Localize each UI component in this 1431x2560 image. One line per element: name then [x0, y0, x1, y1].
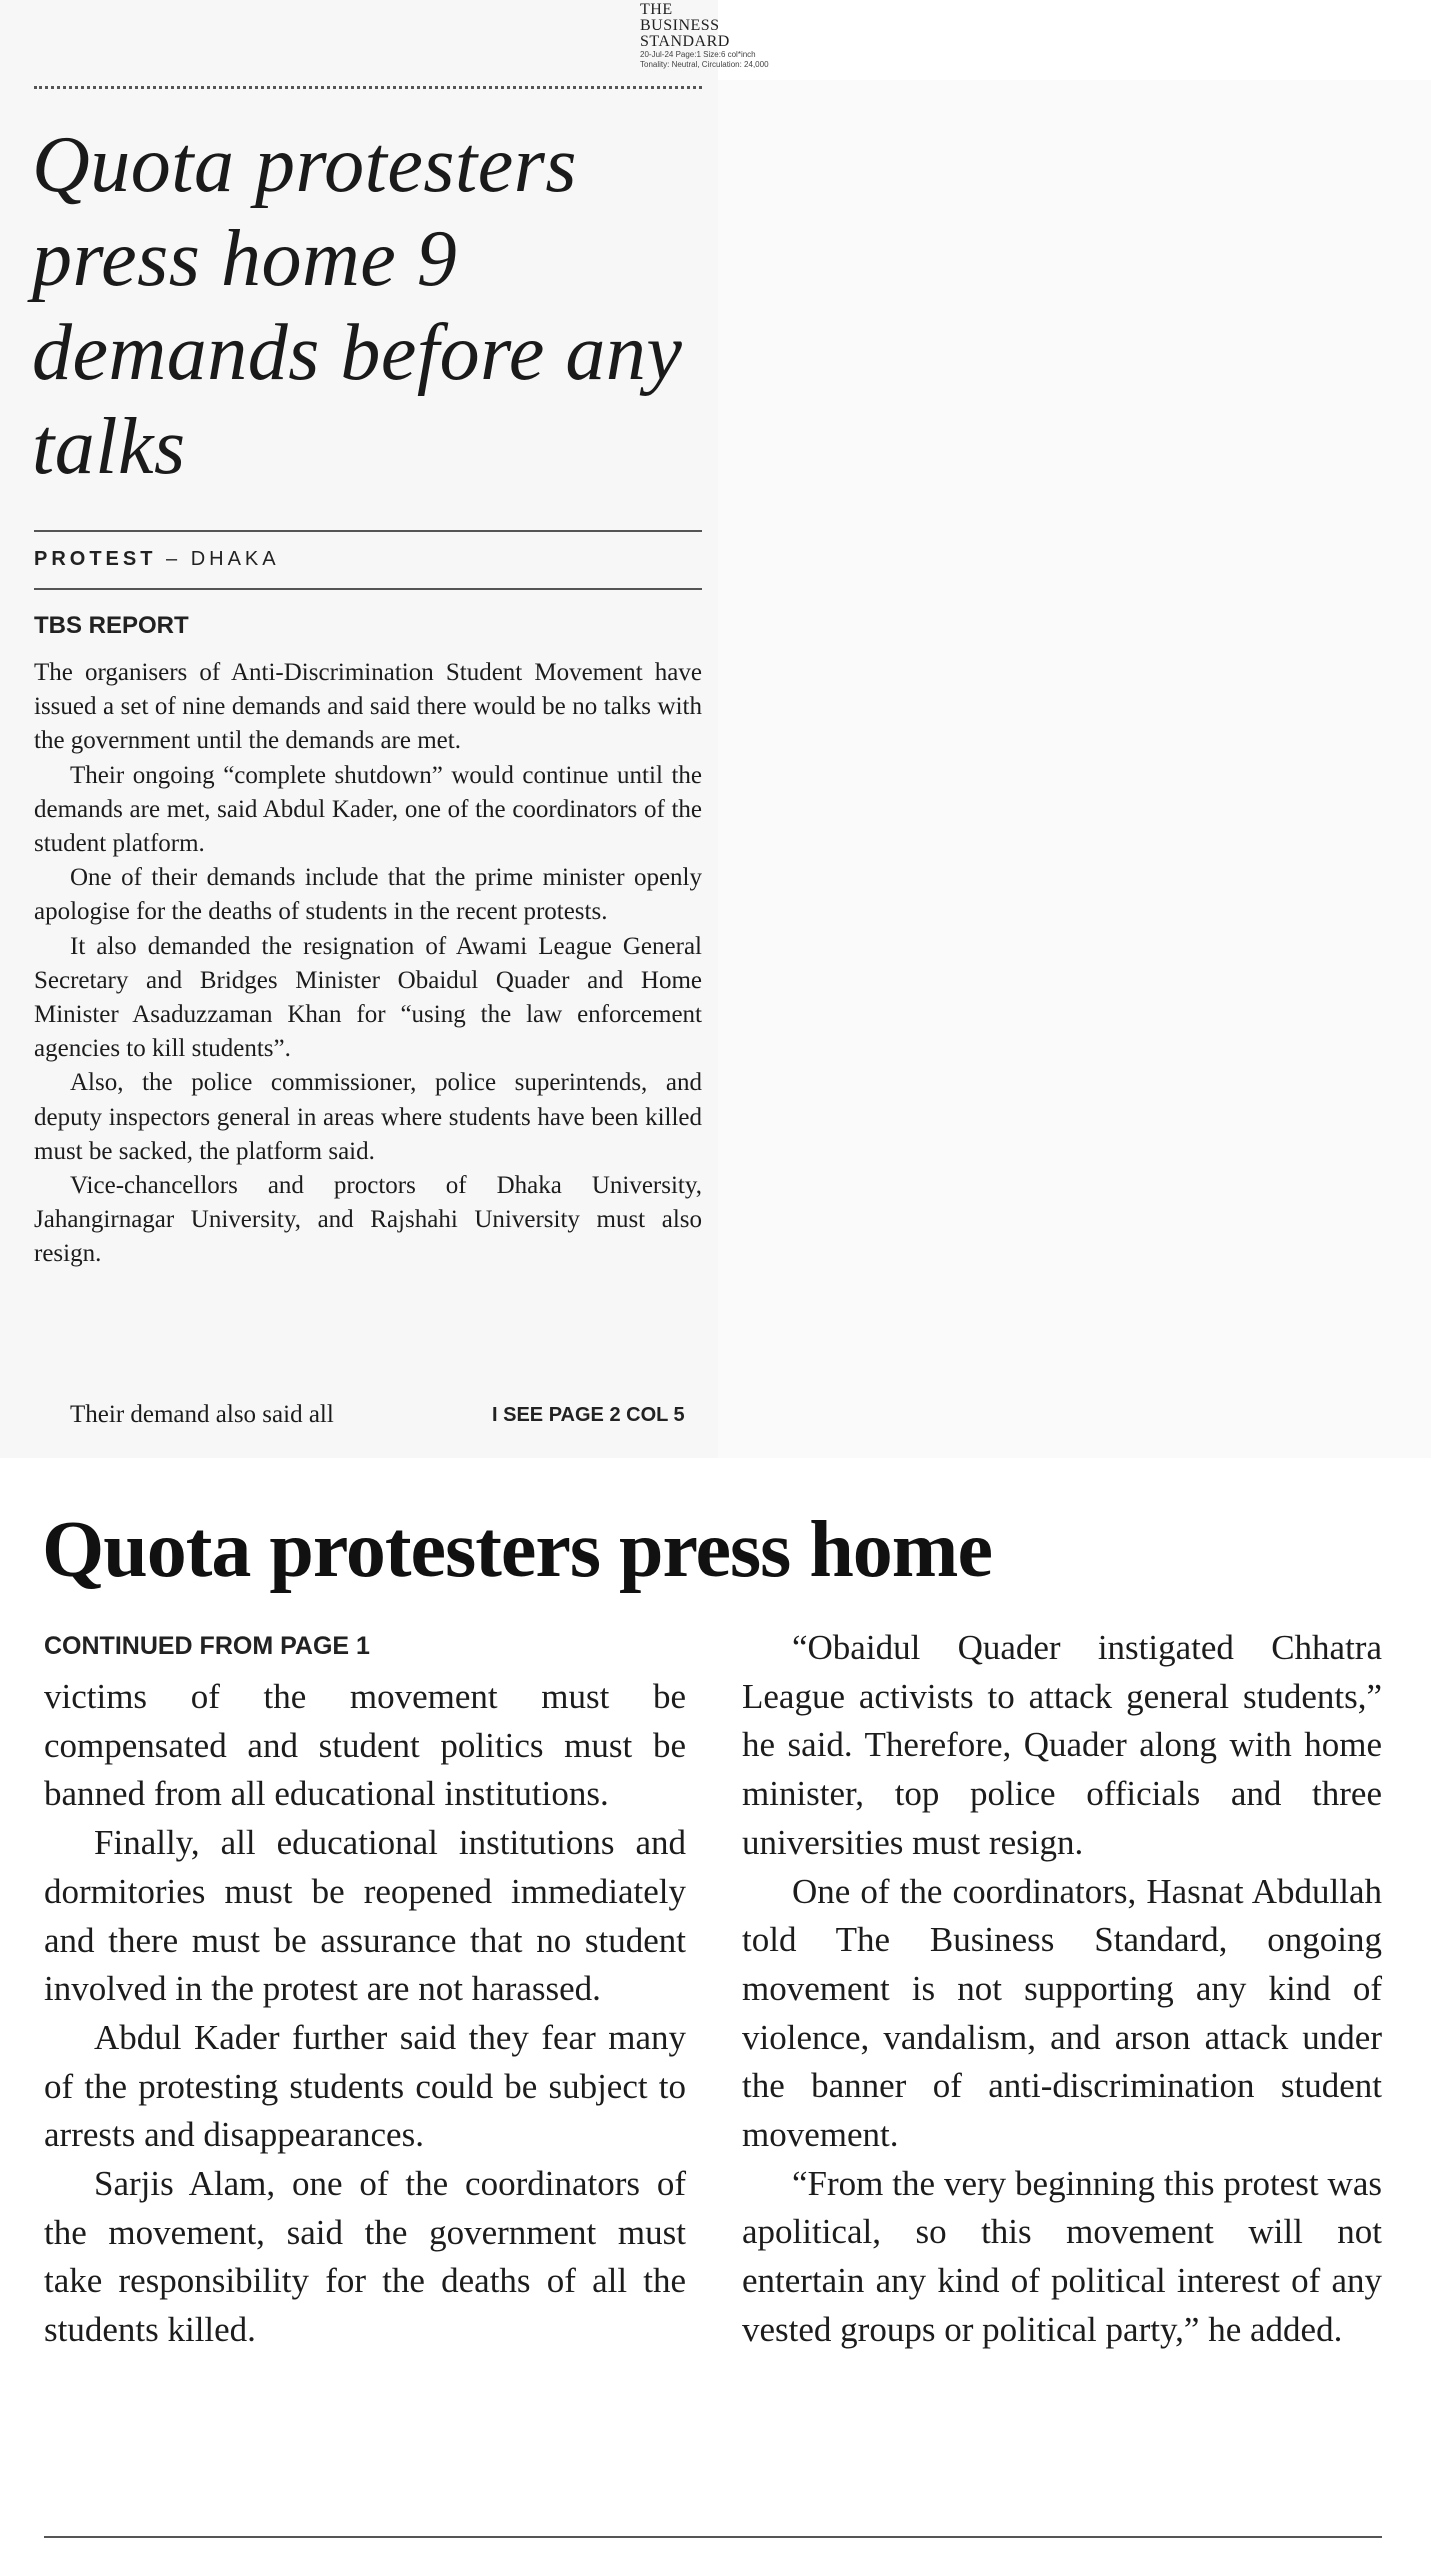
brand-line-3: STANDARD [640, 33, 730, 50]
paragraph: One of the coordinators, Hasnat Abdullah told The Business Standard, ongoing movement is not supporting any kind of violence, vandalism, and arson attack under the banner of anti-discrimination student movement. [742, 1871, 1382, 2155]
article-body [34, 656, 702, 1272]
continuation-headline: Quota protesters press home [42, 1506, 992, 1594]
bottom-rule [44, 2536, 1382, 2538]
see-page-jump: I SEE PAGE 2 COL 5 [492, 1404, 685, 1426]
byline: TBS REPORT [34, 612, 189, 639]
masthead [640, 2, 800, 69]
paragraph: Their ongoing “complete shutdown” would continue until the demands are met, said Abdul Kader, one of the coordinators of the student platform. [34, 761, 702, 858]
paragraph: Abdul Kader further said they fear many of the protesting students could be subject to arrests and disappearances. [44, 2017, 686, 2155]
paragraph: victims of the movement must be compensated and student politics must be banned from all educational institutions. [44, 1677, 686, 1814]
paragraph: “Obaidul Quader instigated Chhatra League activists to attack general students,” he said. Therefore, Quader along with home minister, top police officials and three universities must resign. [742, 1628, 1382, 1862]
left-column [44, 1673, 686, 2355]
brand-line-1: THE [640, 1, 673, 18]
paragraph: Sarjis Alam, one of the coordinators of the movement, said the government must take responsibility for the deaths of all the students killed. [44, 2164, 686, 2350]
right-column [742, 1624, 1382, 2355]
section-rule-top [34, 530, 702, 532]
section-label [34, 548, 280, 571]
section-name: PROTEST [34, 548, 157, 570]
paragraph: One of their demands include that the prime minister openly apologise for the deaths of students in the recent protests. [34, 864, 702, 926]
blank-area [718, 80, 1431, 1458]
paragraph: “From the very beginning this protest was apolitical, so this movement will not entertain any kind of political interest of any vested groups or political party,” he added. [742, 2163, 1382, 2349]
continued-label: CONTINUED FROM PAGE 1 [44, 1632, 370, 1660]
paragraph: Finally, all educational institutions and dormitories must be reopened immediately and there must be assurance that no student involved in the protest are not harassed. [44, 1823, 686, 2009]
paragraph: Vice-chancellors and proctors of Dhaka University, Jahangirnagar University, and Rajshahi University must also resign. [34, 1172, 702, 1268]
article-headline: Quota protesters press home 9 demands before any talks [32, 121, 683, 491]
paragraph: Also, the police commissioner, police superintends, and deputy inspectors general in areas where students have been killed must be sacked, the platform said. [34, 1069, 702, 1165]
section-rule-bottom [34, 588, 702, 590]
clipping-meta-2: Tonality: Neutral, Circulation: 24,000 [640, 59, 769, 69]
brand-line-2: BUSINESS [640, 17, 720, 34]
paragraph: It also demanded the resignation of Awami League General Secretary and Bridges Minister Obaidul Quader and Home Minister Asaduzzaman Khan for “using the law enforcement agencies to kill students”. [34, 932, 702, 1063]
dotted-divider [34, 86, 702, 89]
paragraph-continued: Their demand also said all [70, 1401, 334, 1428]
section-separator: – [156, 548, 191, 570]
paragraph: The organisers of Anti-Discrimination Student Movement have issued a set of nine demands and said there would be no talks with the government until the demands are met. [34, 659, 702, 755]
section-location: DHAKA [190, 548, 280, 570]
clipping-meta-1: 20-Jul-24 Page:1 Size:6 col*inch [640, 50, 756, 59]
